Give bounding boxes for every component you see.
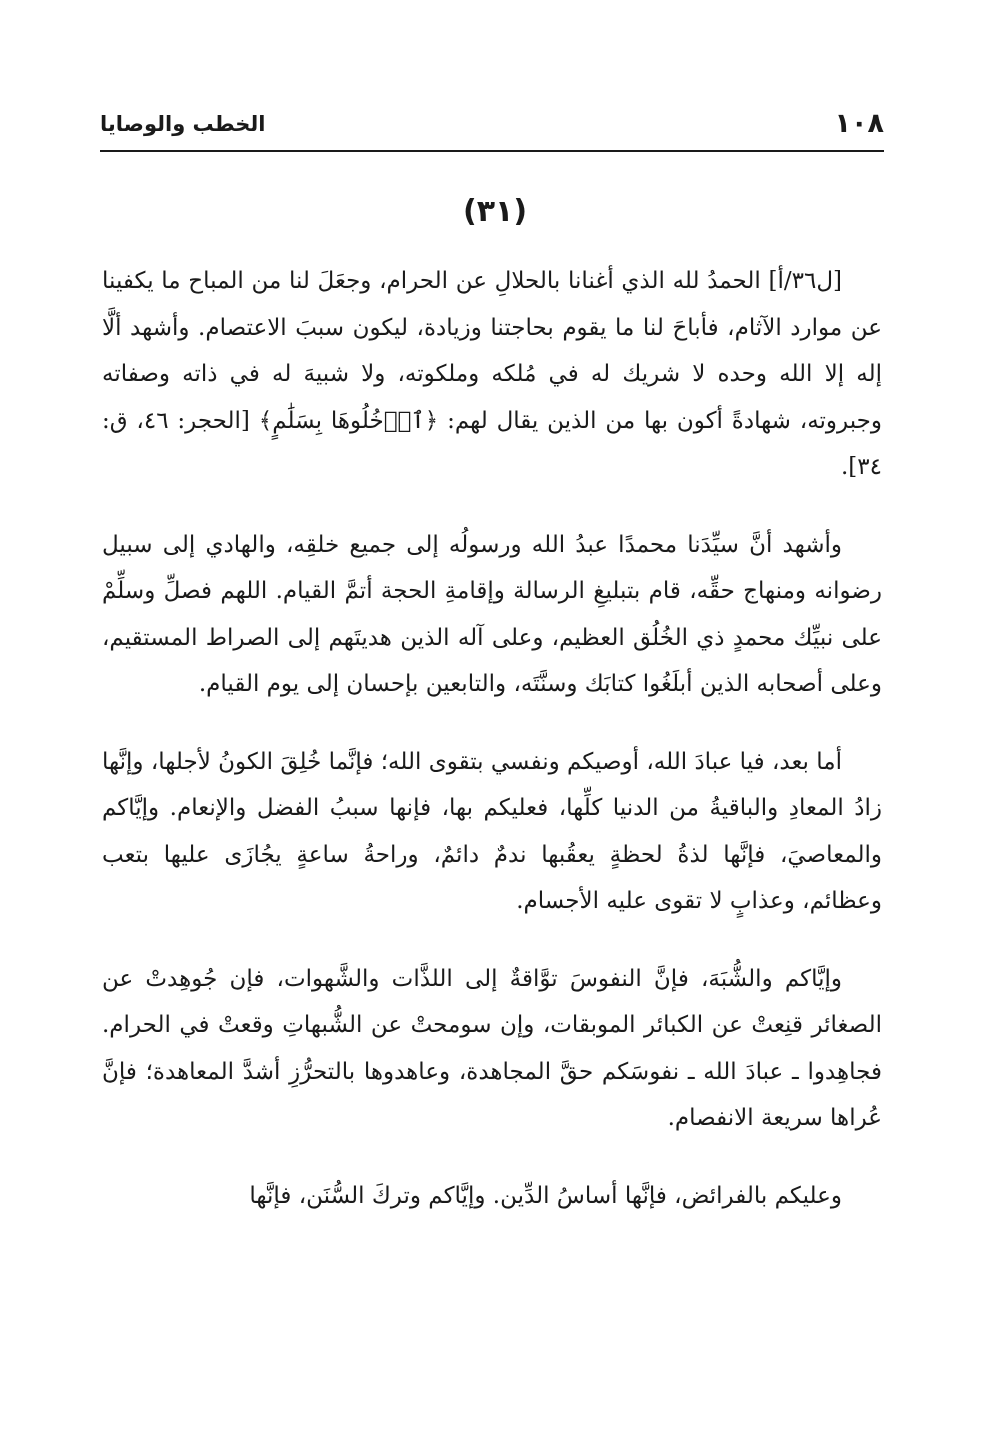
sermon-body bbox=[102, 258, 882, 1219]
page-header bbox=[100, 108, 884, 150]
paragraph-obligations: وعليكم بالفرائض، فإنَّها أساسُ الدِّين. وإيَّاكم وتركَ السُّنَن، فإنَّها bbox=[249, 1182, 842, 1209]
header-divider bbox=[100, 150, 884, 152]
paragraph-doubts: وإيَّاكم والشُّبَهَ، فإنَّ النفوسَ توَّاقةٌ إلى اللذَّات والشَّهوات، فإن جُوهِدتْ عن الصغائر قنِعتْ عن الكبائر الموبقات، وإن سومحتْ عن الشُّبهاتِ وقعتْ في الحرام. فجاهِدوا ـ عبادَ الله ـ نفوسَكم حقَّ المجاهدة، وعاهدوها بالتحرُّزِ أشدَّ المعاهدة؛ فإنَّ عُراها سريعة الانفصام. bbox=[102, 965, 882, 1131]
page-number: ١٠٨ bbox=[834, 108, 884, 139]
paragraph-testimony: وأشهد أنَّ سيِّدَنا محمدًا عبدُ الله ورسولُه إلى جميع خلقِه، والهادي إلى سبيل رضوانه ومنهاج حقِّه، قام بتبليغِ الرسالة وإقامةِ الحجة أتمَّ القيام. اللهم فصلِّ وسلِّمْ على نبيِّك محمدٍ ذي الخُلُق العظيم، وعلى آله الذين هديتَهم إلى الصراط المستقيم، وعلى أصحابه الذين أبلَغُوا كتابَك وسنَّتَه، والتابعين بإحسان إلى يوم القيام. bbox=[102, 531, 882, 697]
paragraph-opening: [ل٣٦/أ] الحمدُ لله الذي أغنانا بالحلالِ عن الحرام، وجعَلَ لنا من المباح ما يكفينا عن موارد الآثام، فأباحَ لنا ما يقوم بحاجتنا وزيادة، ليكون سببَ الاعتصام. وأشهد ألَّا إله إلا الله وحده لا شريك له في مُلكه وملكوته، ولا شبيهَ له في ذاته وصفاته وجبروته، شهادةً أكون بها من الذين يقال لهم: ﴿ٱدۡخُلُوهَا بِسَلَٰمٍ﴾ [الحجر: ٤٦، ق: ٣٤]. bbox=[102, 268, 882, 480]
section-number: (٣١) bbox=[462, 194, 528, 229]
running-title: الخطب والوصايا bbox=[100, 112, 266, 136]
paragraph-piety: أما بعد، فيا عبادَ الله، أوصيكم ونفسي بتقوى الله؛ فإنَّما خُلِقَ الكونُ لأجلها، وإنَّها زادُ المعادِ والباقيةُ من الدنيا كلِّها، فعليكم بها، فإنها سببُ الفضل والإنعام. وإيَّاكم والمعاصيَ، فإنَّها لذةُ لحظةٍ يعقُبها ندمٌ دائمٌ، وراحةُ ساعةٍ يجُازَى عليها بتعب وعظائم، وعذابٍ لا تقوى عليه الأجسام. bbox=[102, 748, 882, 914]
